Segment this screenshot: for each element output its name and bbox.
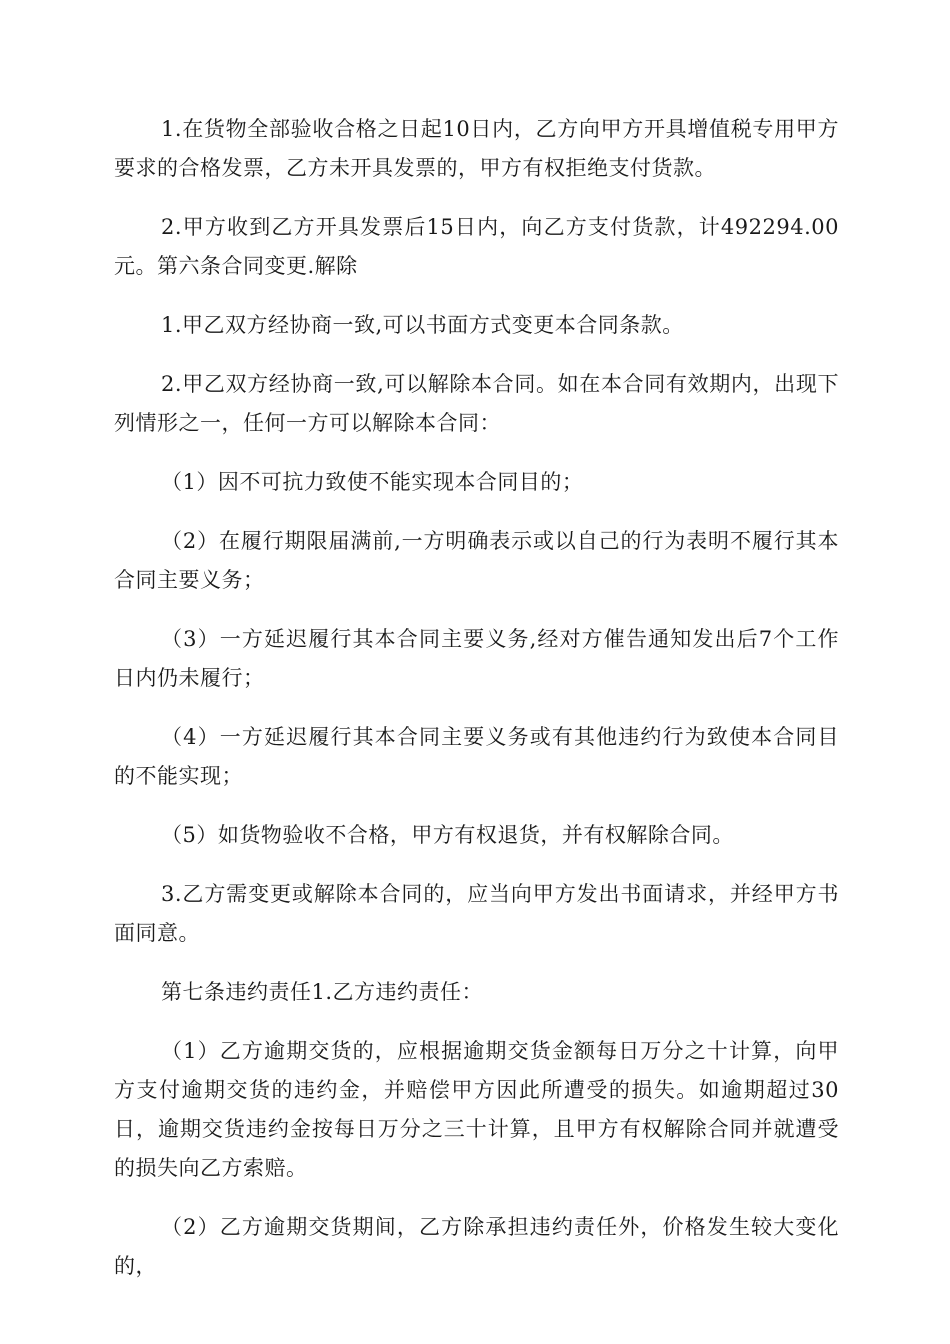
list-item-fundamental-breach: （4）一方延迟履行其本合同主要义务或有其他违约行为致使本合同目的不能实现； xyxy=(114,725,839,788)
paragraph-payment-terms: 2.甲方收到乙方开具发票后15日内，向乙方支付货款，计492294.00元。第六条合同变更.解除 xyxy=(114,215,839,278)
document-body xyxy=(114,110,839,1306)
list-item-late-delivery-penalty: （1）乙方逾期交货的，应根据逾期交货金额每日万分之十计算，向甲方支付逾期交货的违约金，并赔偿甲方因此所遭受的损失。如逾期超过30日，逾期交货违约金按每日万分之三十计算，且甲方有权解除合同并就遭受的损失向乙方索赔。 xyxy=(114,1039,839,1180)
section-heading-liability: 第七条违约责任1.乙方违约责任： xyxy=(161,980,484,1004)
list-item-failed-inspection: （5）如货物验收不合格，甲方有权退货，并有权解除合同。 xyxy=(161,823,734,847)
list-item-anticipatory-breach: （2）在履行期限届满前,一方明确表示或以自己的行为表明不履行其本合同主要义务； xyxy=(114,529,839,592)
paragraph-invoice-issuance: 1.在货物全部验收合格之日起10日内，乙方向甲方开具增值税专用甲方要求的合格发票，乙方未开具发票的，甲方有权拒绝支付货款。 xyxy=(114,117,839,180)
list-item-delayed-performance: （3）一方延迟履行其本合同主要义务,经对方催告通知发出后7个工作日内仍未履行； xyxy=(114,627,839,690)
paragraph-seller-change-request: 3.乙方需变更或解除本合同的，应当向甲方发出书面请求，并经甲方书面同意。 xyxy=(114,882,839,945)
list-item-force-majeure: （1）因不可抗力致使不能实现本合同目的； xyxy=(161,470,584,494)
paragraph-contract-change: 1.甲乙双方经协商一致,可以书面方式变更本合同条款。 xyxy=(161,313,684,337)
list-item-price-change: （2）乙方逾期交货期间，乙方除承担违约责任外，价格发生较大变化的， xyxy=(114,1215,839,1278)
paragraph-contract-termination: 2.甲乙双方经协商一致,可以解除本合同。如在本合同有效期内，出现下列情形之一，任何一方可以解除本合同： xyxy=(114,372,839,435)
